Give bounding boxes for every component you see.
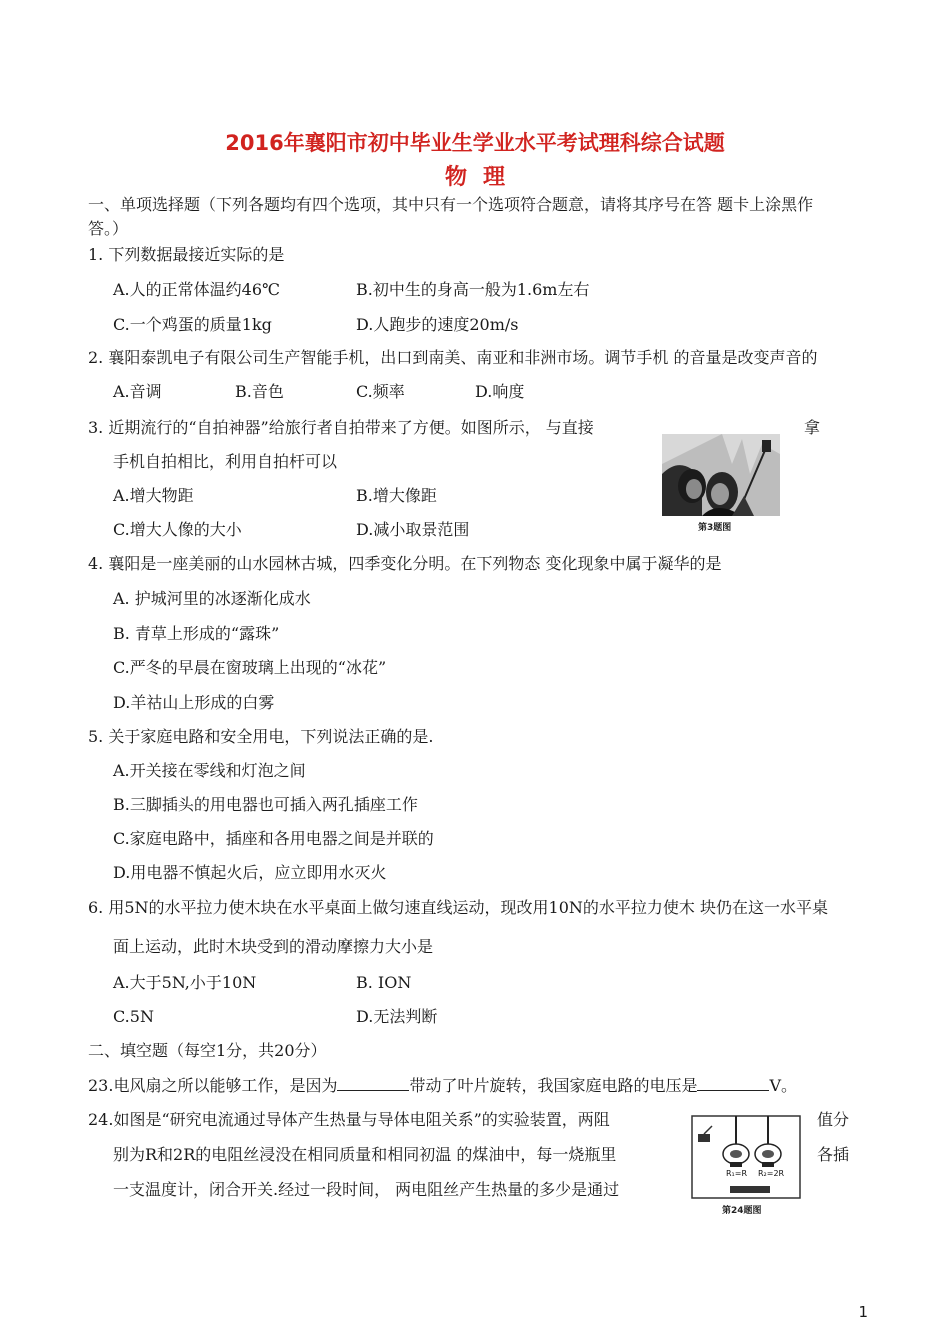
q23-part2: 带动了叶片旋转，我国家庭电路的电压是 bbox=[409, 1076, 698, 1095]
q23-part1: 23.电风扇之所以能够工作，是因为 bbox=[88, 1076, 338, 1095]
q24-line1-tail: 值分 bbox=[817, 1110, 850, 1129]
section2-heading: 二、填空题（每空1分，共20分） bbox=[88, 1041, 327, 1060]
q1-stem: 1. 下列数据最接近实际的是 bbox=[88, 245, 285, 264]
q2-option-d: D.响度 bbox=[475, 382, 525, 401]
q2-stem: 2. 襄阳泰凯电子有限公司生产智能手机，出口到南美、南亚和非洲市场。调节手机 的音量是改变声音的 bbox=[88, 348, 818, 367]
q6-option-a: A.大于5N,小于10N bbox=[113, 973, 257, 992]
r1-label: R₁=R bbox=[726, 1169, 748, 1178]
q5-option-a: A.开关接在零线和灯泡之间 bbox=[113, 761, 306, 780]
q6-stem-line2: 面上运动，此时木块受到的滑动摩擦力大小是 bbox=[113, 937, 434, 956]
q5-stem: 5. 关于家庭电路和安全用电，下列说法正确的是. bbox=[88, 727, 434, 746]
q6-option-d: D.无法判断 bbox=[356, 1007, 438, 1026]
q4-option-b: B. 青草上形成的“露珠” bbox=[113, 624, 280, 643]
q24-line1: 24.如图是“研究电流通过导体产生热量与导体电阻关系”的实验装置，两阻 bbox=[88, 1110, 610, 1129]
q6-stem-line1: 6. 用5N的水平拉力使木块在水平桌面上做匀速直线运动，现改用10N的水平拉力使木 块仍在这一水平桌 bbox=[88, 898, 828, 917]
section1-heading-line1: 一、单项选择题（下列各题均有四个选项，其中只有一个选项符合题意，请将其序号在答 题卡上涂黑作 bbox=[88, 195, 814, 214]
page-number: 1 bbox=[858, 1303, 868, 1321]
q4-option-a: A. 护城河里的冰逐渐化成水 bbox=[113, 589, 311, 608]
circuit-flasks-figure bbox=[690, 1114, 802, 1200]
q3-stem-line1: 3. 近期流行的“自拍神器”给旅行者自拍带来了方便。如图所示， 与直接 bbox=[88, 418, 594, 437]
q23-line bbox=[88, 1075, 797, 1097]
q24-figure-caption: 第24题图 bbox=[722, 1206, 762, 1216]
q1-option-d: D.人跑步的速度20m/s bbox=[356, 315, 519, 334]
q3-figure-caption: 第3题图 bbox=[698, 523, 732, 533]
page-title: 2016年襄阳市初中毕业生学业水平考试理科综合试题 bbox=[225, 131, 725, 155]
q3-option-c: C.增大人像的大小 bbox=[113, 520, 242, 539]
q6-option-b: B. ION bbox=[356, 973, 412, 992]
q3-option-b: B.增大像距 bbox=[356, 486, 437, 505]
r2-label: R₂=2R bbox=[758, 1169, 785, 1178]
q1-option-a: A.人的正常体温约46℃ bbox=[113, 280, 280, 299]
q6-option-c: C.5N bbox=[113, 1007, 154, 1026]
q4-option-c: C.严冬的早晨在窗玻璃上出现的“冰花” bbox=[113, 658, 387, 677]
q3-option-a: A.增大物距 bbox=[113, 486, 194, 505]
q3-stem-line2: 手机自拍相比，利用自拍杆可以 bbox=[113, 452, 338, 471]
q3-option-d: D.减小取景范围 bbox=[356, 520, 470, 539]
q2-option-a: A.音调 bbox=[113, 382, 162, 401]
q4-option-d: D.羊祜山上形成的白雾 bbox=[113, 693, 275, 712]
q1-option-c: C.一个鸡蛋的质量1kg bbox=[113, 315, 272, 334]
q3-stem-tail: 拿 bbox=[804, 418, 821, 437]
q24-line2: 别为R和2R的电阻丝浸没在相同质量和相同初温 的煤油中，每一烧瓶里 bbox=[113, 1145, 617, 1164]
section1-heading-line2: 答。） bbox=[88, 219, 129, 238]
subject-title: 物理 bbox=[444, 165, 521, 190]
q24-line2-tail: 各插 bbox=[817, 1145, 850, 1164]
q23-blank-2[interactable] bbox=[697, 1076, 769, 1091]
q5-option-c: C.家庭电路中，插座和各用电器之间是并联的 bbox=[113, 829, 434, 848]
q2-option-b: B.音色 bbox=[235, 382, 284, 401]
q24-line3: 一支温度计，闭合开关.经过一段时间， 两电阻丝产生热量的多少是通过 bbox=[113, 1180, 620, 1199]
selfie-photo-figure bbox=[662, 434, 780, 516]
q23-blank-1[interactable] bbox=[337, 1076, 409, 1091]
q23-part3: V。 bbox=[769, 1076, 798, 1095]
q2-option-c: C.频率 bbox=[356, 382, 405, 401]
q4-stem: 4. 襄阳是一座美丽的山水园林古城，四季变化分明。在下列物态 变化现象中属于凝华的是 bbox=[88, 554, 722, 573]
q5-option-d: D.用电器不慎起火后，应立即用水灭火 bbox=[113, 863, 387, 882]
q5-option-b: B.三脚插头的用电器也可插入两孔插座工作 bbox=[113, 795, 418, 814]
q1-option-b: B.初中生的身高一般为1.6m左右 bbox=[356, 280, 590, 299]
